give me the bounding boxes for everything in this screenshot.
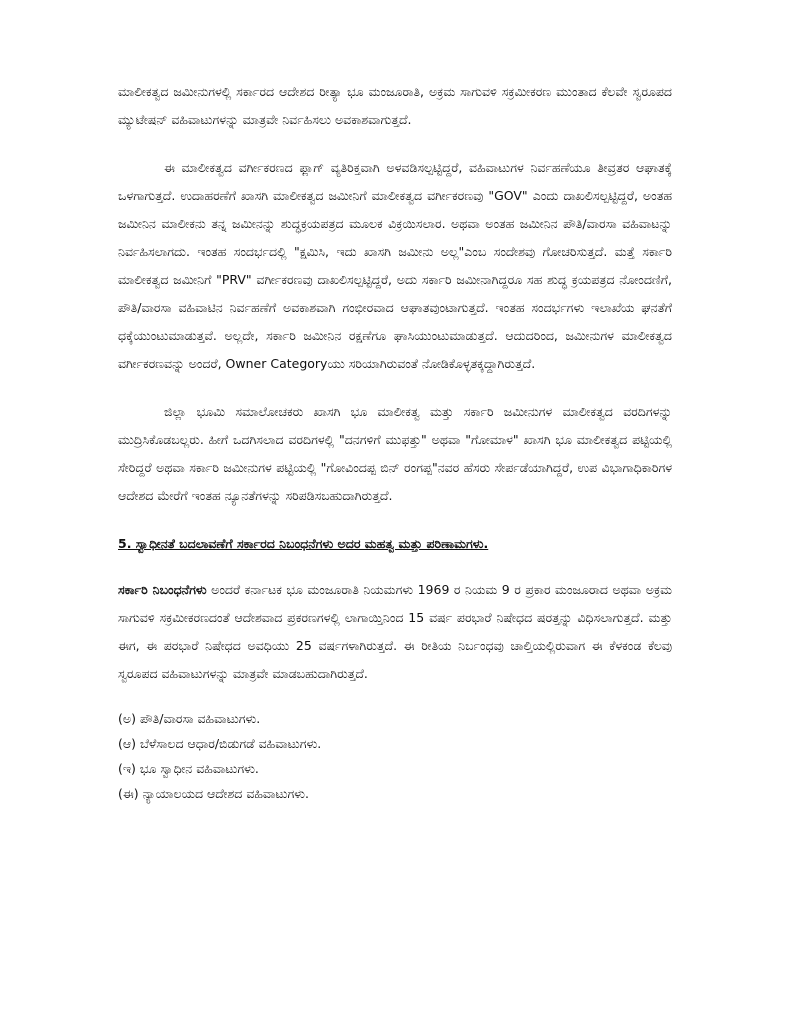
list-item: (ಈ) ನ್ಯಾಯಾಲಯದ ಆದೇಶದ ವಹಿವಾಟುಗಳು.	[118, 786, 310, 801]
transaction-list	[118, 706, 672, 806]
paragraph-4-lead: ಸರ್ಕಾರಿ ನಿಬಂಧನೆಗಳು	[118, 582, 207, 597]
list-item: (ಇ) ಭೂ ಸ್ವಾಧೀನ ವಹಿವಾಟುಗಳು.	[118, 761, 259, 776]
document-page	[118, 78, 672, 806]
section-heading: 5. ಸ್ವಾಧೀನತೆ ಬದಲಾವಣೆಗೆ ಸರ್ಕಾರದ ನಿಬಂಧನೆಗಳು ಅದರ ಮಹತ್ವ ಮತ್ತು ಪರಿಣಾಮಗಳು.	[118, 536, 489, 551]
paragraph-1: ಮಾಲೀಕತ್ವದ ಜಮೀನುಗಳಲ್ಲಿ ಸರ್ಕಾರದ ಆದೇಶದ ರೀತ್ಯಾ ಭೂ ಮಂಜೂರಾತಿ, ಅಕ್ರಮ ಸಾಗುವಳಿ ಸಕ್ರಮೀಕರಣ ಮುಂತಾದ ಕೆಲವೇ ಸ್ವರೂಪದ ಮ್ಯುಟೇಷನ್ ವಹಿವಾಟುಗಳನ್ನು ಮಾತ್ರವೇ ನಿರ್ವಹಿಸಲು ಅವಕಾಶವಾಗುತ್ತದೆ.	[118, 84, 672, 127]
list-item: (ಅ) ಪೌತಿ/ವಾರಸಾ ವಹಿವಾಟುಗಳು.	[118, 711, 261, 726]
list-item: (ಆ) ಬೆಳೆಸಾಲದ ಆಧಾರ/ಬಿಡುಗಡೆ ವಹಿವಾಟುಗಳು.	[118, 736, 322, 751]
paragraph-2: ಈ ಮಾಲೀಕತ್ವದ ವರ್ಗೀಕರಣದ ಫ್ಲಾಗ್ ವ್ಯತಿರಿಕ್ತವಾಗಿ ಅಳವಡಿಸಲ್ಪಟ್ಟಿದ್ದರೆ, ವಹಿವಾಟುಗಳ ನಿರ್ವಹಣೆಯೂ ತೀವ್ರತರ ಆಘಾತಕ್ಕೆ ಒಳಗಾಗುತ್ತದೆ. ಉದಾಹರಣೆಗೆ ಖಾಸಗಿ ಮಾಲೀಕತ್ವದ ಜಮೀನಿಗೆ ಮಾಲೀಕತ್ವದ ವರ್ಗೀಕರಣವು "GOV" ಎಂದು ದಾಖಲಿಸಲ್ಪಟ್ಟಿದ್ದರೆ, ಅಂತಹ ಜಮೀನಿನ ಮಾಲೀಕನು ತನ್ನ ಜಮೀನನ್ನು ಶುದ್ಧಕ್ರಯಪತ್ರದ ಮೂಲಕ ವಿಕ್ರಯಿಸಲಾರ. ಅಥವಾ ಅಂತಹ ಜಮೀನಿನ ಪೌತಿ/ವಾರಸಾ ವಹಿವಾಟನ್ನು ನಿರ್ವಹಿಸಲಾಗದು. ಇಂತಹ ಸಂದರ್ಭದಲ್ಲಿ "ಕ್ಷಮಿಸಿ, ಇದು ಖಾಸಗಿ ಜಮೀನು ಅಲ್ಲ"ಎಂಬ ಸಂದೇಶವು ಗೋಚರಿಸುತ್ತದೆ. ಮತ್ತೆ ಸರ್ಕಾರಿ ಮಾಲೀಕತ್ವದ ಜಮೀನಿಗೆ "PRV" ವರ್ಗೀಕರಣವು ದಾಖಲಿಸಲ್ಪಟ್ಟಿದ್ದರೆ, ಅದು ಸರ್ಕಾರಿ ಜಮೀನಾಗಿದ್ದರೂ ಸಹ ಶುದ್ಧ ಕ್ರಯಪತ್ರದ ನೋಂದಣಿಗೆ, ಪೌತಿ/ವಾರಸಾ ವಹಿವಾಟಿನ ನಿರ್ವಹಣೆಗೆ ಅವಕಾಶವಾಗಿ ಗಂಭೀರವಾದ ಆಘಾತವುಂಟಾಗುತ್ತದೆ. ಇಂತಹ ಸಂದರ್ಭಗಳು ಇಲಾಖೆಯ ಘನತೆಗೆ ಧಕ್ಕೆಯುಂಟುಮಾಡುತ್ತವೆ. ಅಲ್ಲದೇ, ಸರ್ಕಾರಿ ಜಮೀನಿನ ರಕ್ಷಣೆಗೂ ಘಾಸಿಯುಂಟುಮಾಡುತ್ತದೆ. ಆದುದರಿಂದ, ಜಮೀನುಗಳ ಮಾಲೀಕತ್ವದ ವರ್ಗೀಕರಣವನ್ನು ಅಂದರೆ, Owner Categoryಯು ಸರಿಯಾಗಿರುವಂತೆ ನೋಡಿಕೊಳ್ಳತಕ್ಕದ್ದಾಗಿರುತ್ತದೆ.	[118, 160, 672, 371]
paragraph-3: ಜಿಲ್ಲಾ ಭೂಮಿ ಸಮಾಲೋಚಕರು ಖಾಸಗಿ ಭೂ ಮಾಲೀಕತ್ವ ಮತ್ತು ಸರ್ಕಾರಿ ಜಮೀನುಗಳ ಮಾಲೀಕತ್ವದ ವರದಿಗಳನ್ನು ಮುದ್ರಿಸಿಕೊಡಬಲ್ಲರು. ಹೀಗೆ ಒದಗಿಸಲಾದ ವರದಿಗಳಲ್ಲಿ "ದನಗಳಿಗೆ ಮುಫತ್ತು" ಅಥವಾ "ಗೋಮಾಳ" ಖಾಸಗಿ ಭೂ ಮಾಲೀಕತ್ವದ ಪಟ್ಟಿಯಲ್ಲಿ ಸೇರಿದ್ದರೆ ಅಥವಾ ಸರ್ಕಾರಿ ಜಮೀನುಗಳ ಪಟ್ಟಿಯಲ್ಲಿ "ಗೋವಿಂದಪ್ಪ ಬಿನ್ ರಂಗಪ್ಪ"ನವರ ಹೆಸರು ಸೇರ್ಪಡೆಯಾಗಿದ್ದರೆ, ಉಪ ವಿಭಾಗಾಧಿಕಾರಿಗಳ ಆದೇಶದ ಮೇರೆಗೆ ಇಂತಹ ನ್ಯೂನತೆಗಳನ್ನು ಸರಿಪಡಿಸಬಹುದಾಗಿರುತ್ತದೆ.	[118, 404, 672, 503]
paragraph-4	[118, 576, 672, 688]
paragraph-4-body: ಅಂದರೆ ಕರ್ನಾಟಕ ಭೂ ಮಂಜೂರಾತಿ ನಿಯಮಗಳು 1969 ರ ನಿಯಮ 9 ರ ಪ್ರಕಾರ ಮಂಜೂರಾದ ಅಥವಾ ಅಕ್ರಮ ಸಾಗುವಳಿ ಸಕ್ರಮೀಕರಣದಂತೆ ಆದೇಶವಾದ ಪ್ರಕರಣಗಳಲ್ಲಿ ಲಾಗಾಯ್ತಿನಿಂದ 15 ವರ್ಷ ಪರಭಾರೆ ನಿಷೇಧದ ಷರತ್ತನ್ನು ವಿಧಿಸಲಾಗುತ್ತದೆ. ಮತ್ತು ಈಗ, ಈ ಪರಭಾರೆ ನಿಷೇಧದ ಅವಧಿಯು 25 ವರ್ಷಗಳಾಗಿರುತ್ತದೆ. ಈ ರೀತಿಯ ನಿರ್ಬಂಧವು ಚಾಲ್ತಿಯಲ್ಲಿರುವಾಗ ಈ ಕೆಳಕಂಡ ಕೆಲವು ಸ್ವರೂಪದ ವಹಿವಾಟುಗಳನ್ನು ಮಾತ್ರವೇ ಮಾಡಬಹುದಾಗಿರುತ್ತದೆ.	[118, 582, 672, 681]
